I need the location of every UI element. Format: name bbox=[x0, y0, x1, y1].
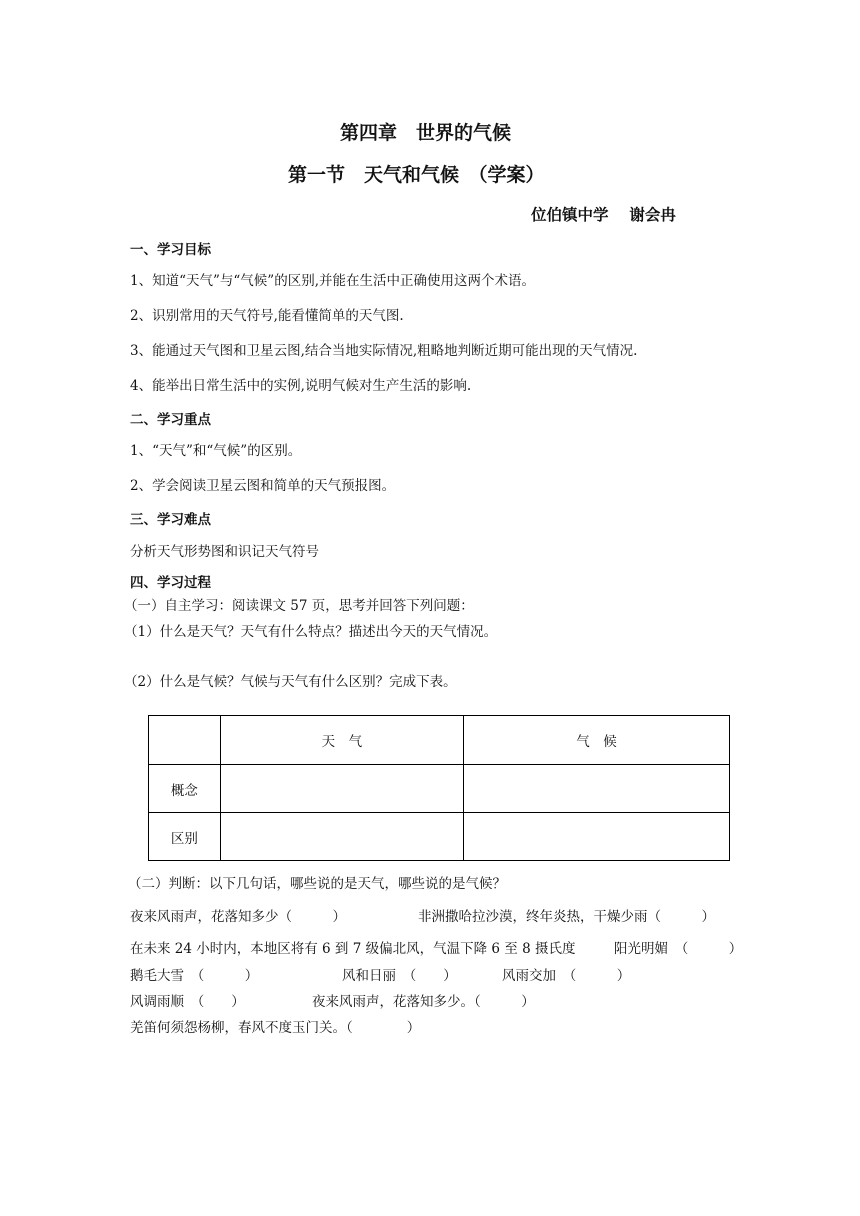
goal-item: 2、识别常用的天气符号,能看懂简单的天气图. bbox=[130, 308, 404, 324]
table-cell-weather-difference[interactable] bbox=[220, 813, 463, 861]
judge-item: 夜来风雨声，花落知多少。（ ） bbox=[312, 994, 535, 1010]
judge-item: 阳光明媚 （ ） bbox=[614, 941, 743, 957]
judge-item: 风雨交加 （ ） bbox=[502, 968, 631, 984]
section-title: 第一节 天气和气候 （学案） bbox=[288, 164, 545, 186]
author-line: 位伯镇中学 谢会冉 bbox=[531, 206, 676, 224]
table-cell-climate-difference[interactable] bbox=[463, 813, 729, 861]
table-header-climate: 气 候 bbox=[463, 716, 729, 765]
table-header-weather: 天 气 bbox=[220, 716, 463, 765]
question-1: （1）什么是天气？天气有什么特点？描述出今天的天气情况。 bbox=[124, 624, 498, 640]
table-cell-climate-concept[interactable] bbox=[463, 765, 729, 813]
judge-item: 非洲撒哈拉沙漠，终年炎热，干燥少雨（ ） bbox=[418, 909, 715, 925]
key-point-item: 2、学会阅读卫星云图和简单的天气预报图。 bbox=[130, 478, 396, 494]
question-2: （2）什么是气候？气候与天气有什么区别？完成下表。 bbox=[124, 674, 457, 690]
goal-item: 3、能通过天气图和卫星云图,结合当地实际情况,粗略地判断近期可能出现的天气情况. bbox=[130, 343, 638, 359]
table-corner-cell bbox=[149, 716, 221, 765]
weather-climate-table bbox=[148, 715, 730, 861]
goal-item: 4、能举出日常生活中的实例,说明气候对生产生活的影响. bbox=[130, 378, 472, 394]
difficulty-item: 分析天气形势图和识记天气符号 bbox=[130, 544, 319, 560]
judge-item: 鹅毛大雪 （ ） bbox=[130, 968, 259, 984]
difficulties-heading: 三、学习难点 bbox=[130, 512, 211, 528]
judge-item: 羌笛何须怨杨柳，春风不度玉门关。（ ） bbox=[130, 1020, 421, 1036]
process-heading: 四、学习过程 bbox=[130, 575, 211, 591]
goal-item: 1、知道“天气”与“气候”的区别,并能在生活中正确使用这两个术语。 bbox=[130, 273, 535, 289]
key-points-heading: 二、学习重点 bbox=[130, 412, 211, 428]
judge-item: 风调雨顺 （ ） bbox=[130, 994, 245, 1010]
table-cell-weather-concept[interactable] bbox=[220, 765, 463, 813]
self-study-line: （一）自主学习：阅读课文 57 页，思考并回答下列问题： bbox=[124, 598, 474, 614]
row-label-concept: 概念 bbox=[149, 765, 221, 813]
judge-item: 夜来风雨声，花落知多少（ ） bbox=[130, 909, 346, 925]
judge-item: 在未来 24 小时内，本地区将有 6 到 7 级偏北风，气温下降 6 至 8 摄氏度 bbox=[130, 941, 576, 957]
row-label-difference: 区别 bbox=[149, 813, 221, 861]
judge-item: 风和日丽 （ ） bbox=[342, 968, 457, 984]
judge-heading: （二）判断：以下几句话，哪些说的是天气，哪些说的是气候？ bbox=[128, 876, 506, 892]
chapter-title: 第四章 世界的气候 bbox=[340, 122, 512, 144]
goals-heading: 一、学习目标 bbox=[130, 242, 211, 258]
key-point-item: 1、“天气”和“气候”的区别。 bbox=[130, 443, 302, 459]
